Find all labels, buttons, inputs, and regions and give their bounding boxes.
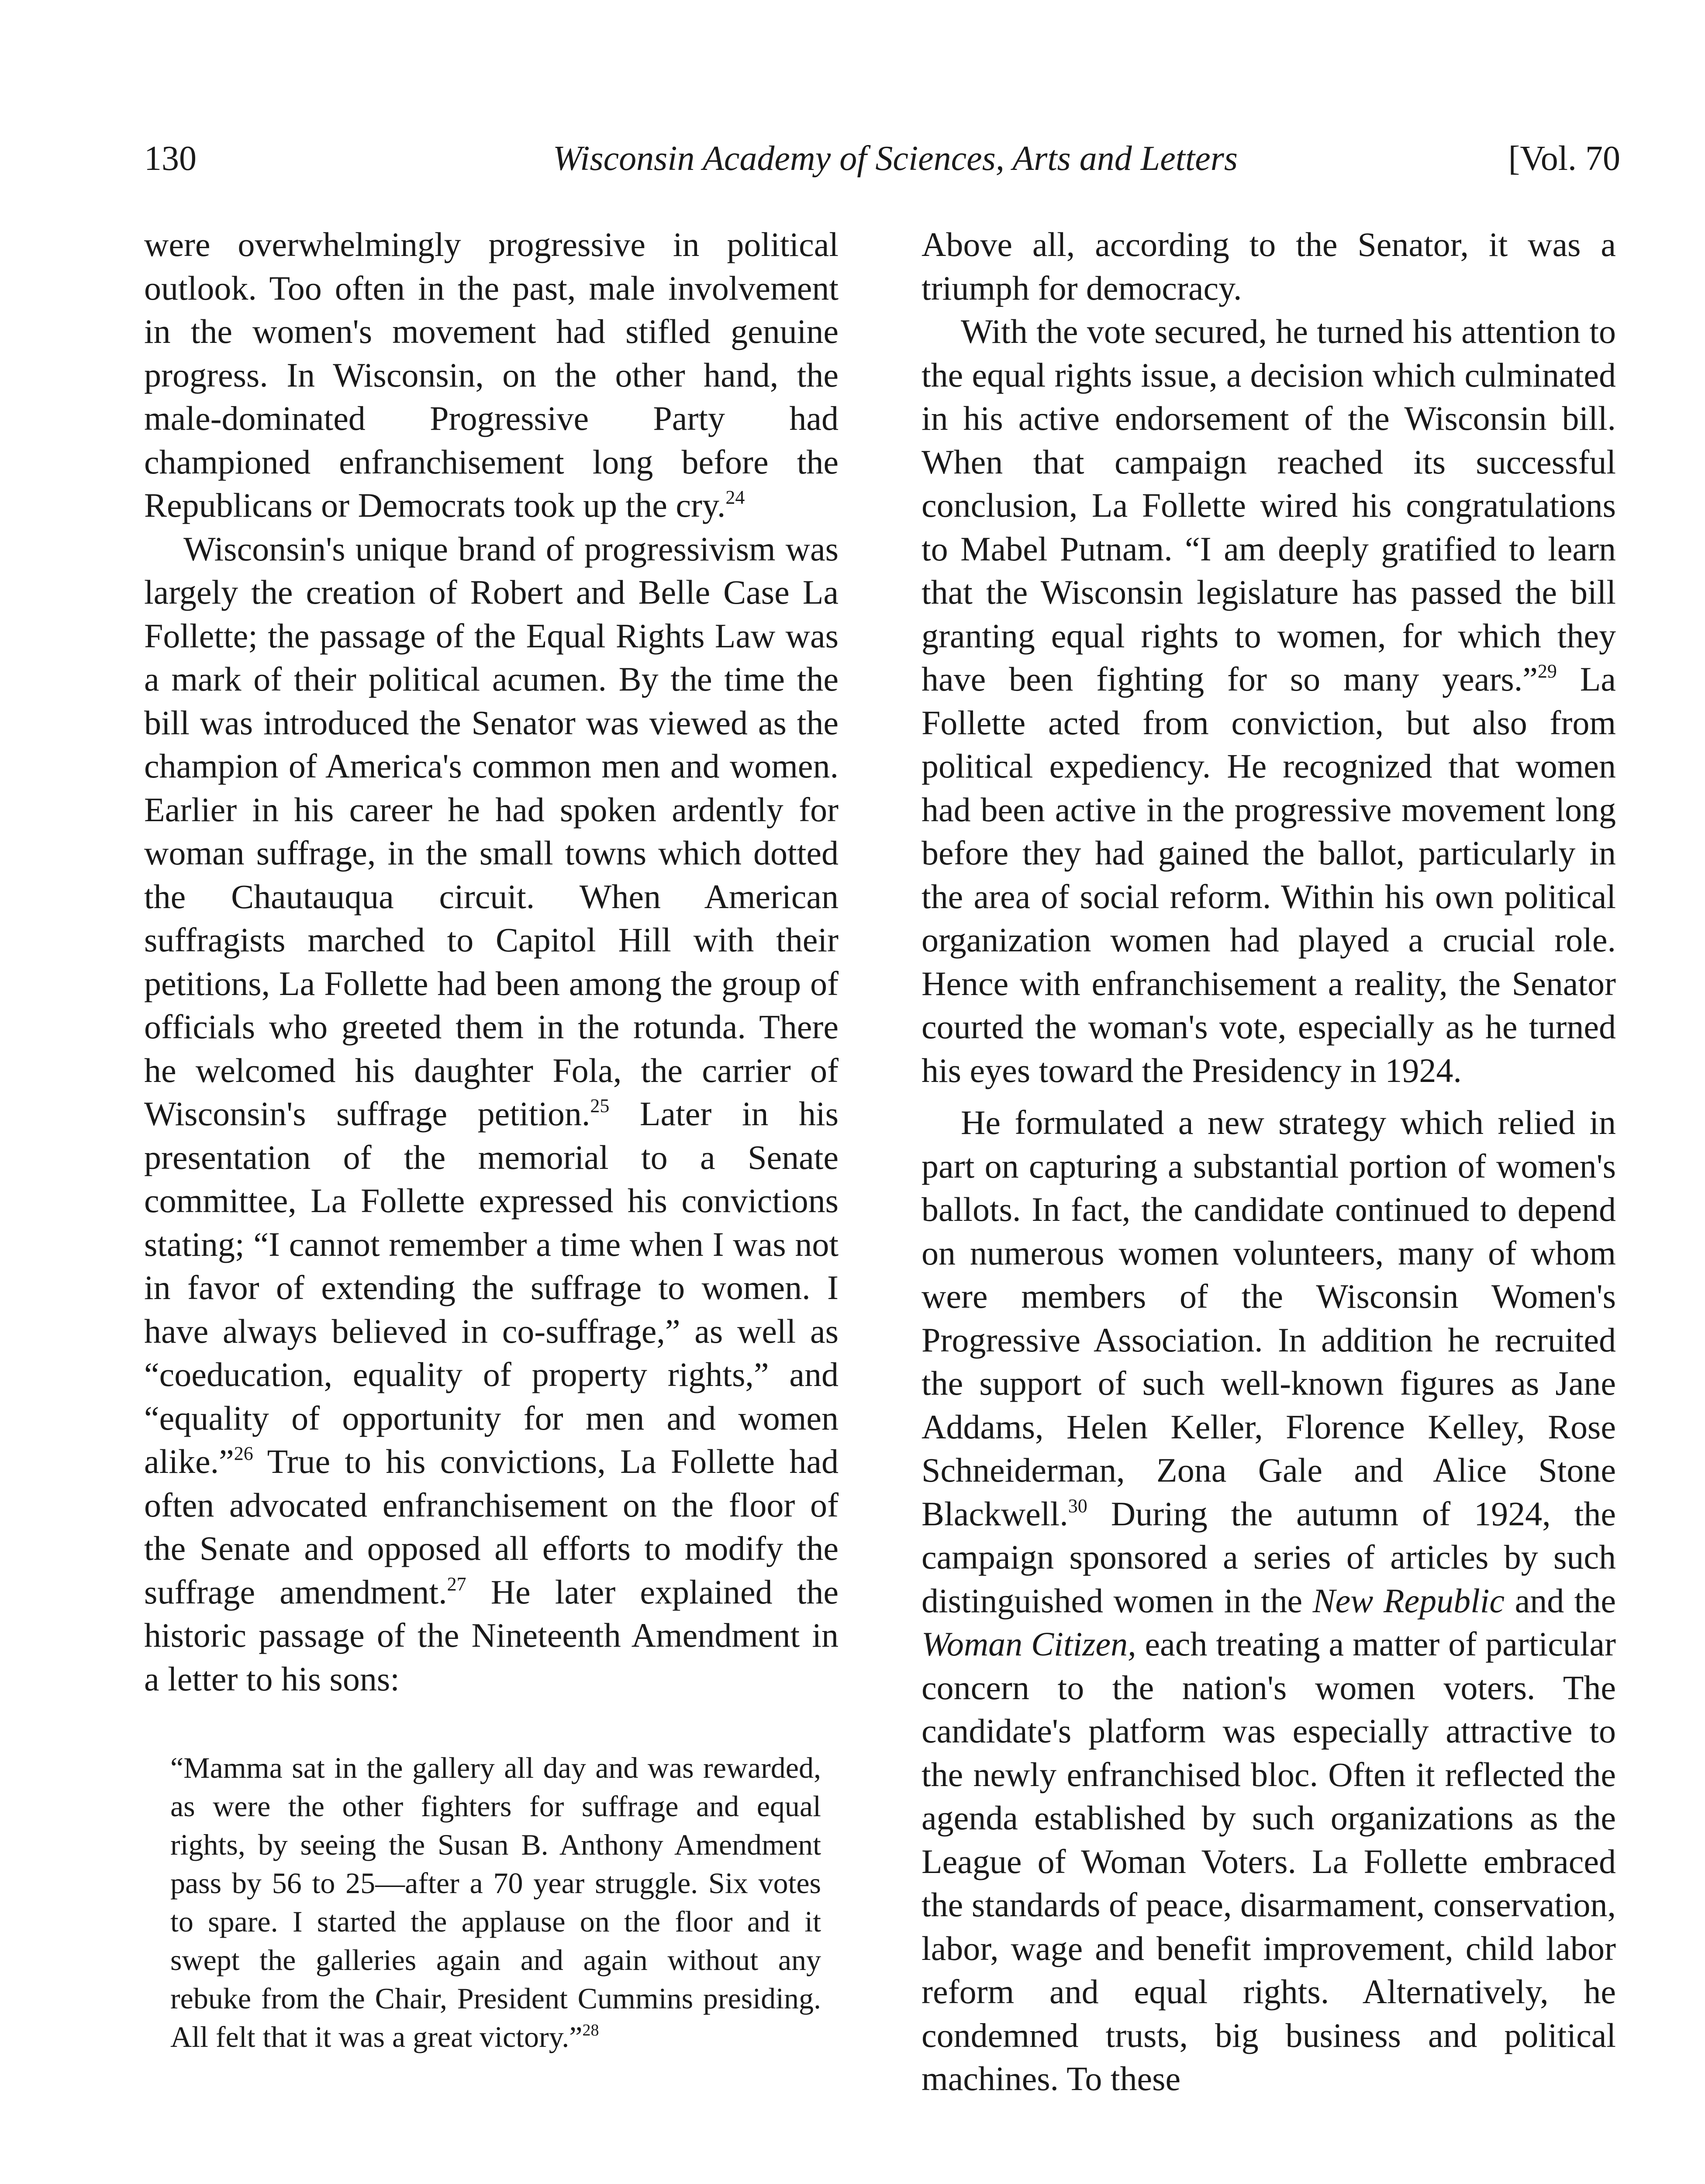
paragraph-text: Above all, according to the Senator, it was a triumph for democracy.: [922, 225, 1616, 307]
footnote-ref: 25: [590, 1095, 610, 1116]
quote-text: “Mamma sat in the gallery all day and was rewarded, as were the other fighters for suffrage and equal rights, by seeing the Susan B. Anthony Amendment pass by 56 to 25—after a 70 year struggle. Six votes to spare. I started the applause on the floor and it swept the galleries again and again without any rebuke from the Chair, President Cummins presiding. All felt that it was a great victory.”: [170, 1751, 821, 2053]
paragraph-text: He later explained the historic passage of the Nineteenth Amendment in a letter to his sons:: [144, 1572, 839, 1698]
footnote-ref: 26: [234, 1443, 253, 1464]
right-column: [922, 223, 1616, 2101]
footnote-ref: 28: [582, 2021, 599, 2039]
running-header: [144, 139, 1620, 187]
volume-label: [Vol. 70: [1508, 139, 1620, 178]
paragraph: [922, 310, 1616, 1092]
paragraph: [922, 1101, 1616, 2101]
footnote-ref: 30: [1068, 1495, 1087, 1517]
paragraph-text: During the autumn of 1924, the campaign sponsored a series of articles by such distinguished women in the: [922, 1494, 1616, 1620]
paragraph-text: each treating a matter of particular concern to the nation's women voters. The candidate's platform was especially attractive to the newly enfranchised bloc. Often it reflected the agenda established by such organizations as the League of Woman Voters. La Follette embraced the standards of peace, disarmament, conservation, labor, wage and benefit improvement, child labor reform and equal rights. Alternatively, he condemned trusts, big business and political machines. To these: [922, 1625, 1616, 2098]
footnote-ref: 27: [447, 1573, 466, 1595]
left-column: [144, 223, 839, 2056]
paragraph-text: Later in his presentation of the memorial to a Senate committee, La Follette expressed his convictions stating; “I cannot remember a time when I was not in favor of extending the suffrage to women. I have always believed in co-suffrage,” as well as “coeducation, equality of property rights,” and “equality of opportunity for men and women alike.”: [144, 1095, 839, 1480]
publication-title: New Republic: [1312, 1581, 1505, 1620]
paragraph-text: Wisconsin's unique brand of progressivism was largely the creation of Robert and Belle Case La Follette; the passage of the Equal Rights Law was a mark of their political acumen. By the time the bill was introduced the Senator was viewed as the champion of America's common men and women. Earlier in his career he had spoken ardently for woman suffrage, in the small towns which dotted the Chautauqua circuit. When American suffragists marched to Capitol Hill with their petitions, La Follette had been among the group of officials who greeted them in the rotunda. There he welcomed his daughter Fola, the carrier of Wisconsin's suffrage petition.: [144, 529, 839, 1133]
paragraph-text: With the vote secured, he turned his attention to the equal rights issue, a decision which culminated in his active endorsement of the Wisconsin bill. When that campaign reached its successful conclusion, La Follette wired his congratulations to Mabel Putnam. “I am deeply gratified to learn that the Wisconsin legislature has passed the bill granting equal rights to women, for which they have been fighting for so many years.”: [922, 312, 1616, 698]
footnote-ref: 29: [1537, 660, 1557, 682]
paragraph: [144, 527, 839, 1701]
publication-title: Woman Citizen,: [922, 1625, 1136, 1663]
block-quote: [170, 1749, 821, 2056]
paragraph-text: and the: [1505, 1581, 1616, 1620]
page-number: 130: [144, 139, 197, 178]
paragraph-text: True to his convictions, La Follette had often advocated enfranchisement on the floor of the Senate and opposed all efforts to modify the suffrage amendment.: [144, 1442, 839, 1611]
footnote-ref: 24: [725, 487, 745, 508]
paragraph-text: were overwhelmingly progressive in political outlook. Too often in the past, male involvement in the women's movement had stifled genuine progress. In Wisconsin, on the other hand, the male-dominated Progressive Party had championed enfranchisement long before the Republicans or Democrats took up the cry.: [144, 225, 839, 524]
paragraph: [144, 223, 839, 527]
paragraph-text: La Follette acted from conviction, but also from political expediency. He recognized that women had been active in the progressive movement long before they had gained the ballot, particularly in the area of social reform. Within his own political organization women had played a crucial role. Hence with enfranchisement a reality, the Senator courted the woman's vote, especially as he turned his eyes toward the Presidency in 1924.: [922, 660, 1616, 1089]
paragraph-text: He formulated a new strategy which relied in part on capturing a substantial portion of women's ballots. In fact, the candidate continued to depend on numerous women volunteers, many of whom were members of the Wisconsin Women's Progressive Association. In addition he recruited the support of such well-known figures as Jane Addams, Helen Keller, Florence Kelley, Rose Schneiderman, Zona Gale and Alice Stone Blackwell.: [922, 1103, 1616, 1533]
journal-title: Wisconsin Academy of Sciences, Arts and Letters: [553, 139, 1238, 178]
paragraph: [922, 223, 1616, 310]
